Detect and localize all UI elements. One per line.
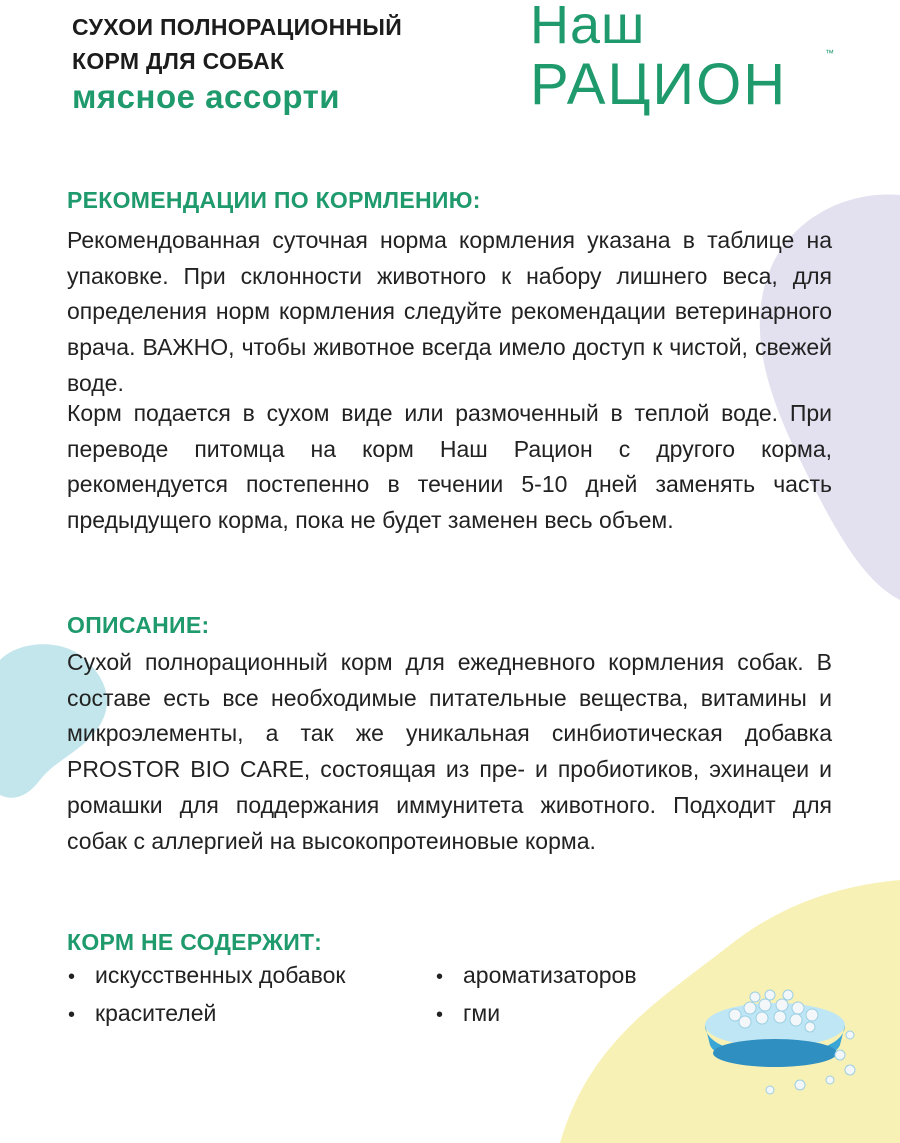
logo-word-bottom: РАЦИОН <box>530 52 788 117</box>
brand-logo <box>530 0 850 125</box>
list-item: • ароматизаторов <box>436 962 637 988</box>
list-item: • красителей <box>68 1000 217 1026</box>
list-item: • искусственных добавок <box>68 962 346 988</box>
feeding-paragraph-1: Рекомендованная суточная норма кормления указана в таблице на упаковке. При склонности животного к набору лишнего веса, для определения норм кормления следуйте рекомендации ветеринарного врача. ВАЖНО, чтобы животное всегда имело доступ к чистой, свежей воде. <box>67 227 832 396</box>
product-type-line1: СУХОИ ПОЛНОРАЦИОННЫЙ <box>72 14 403 40</box>
feeding-paragraph-2: Корм подается в сухом виде или размоченный в теплой воде. При переводе питомца на корм Наш Рацион с другого корма, рекомендуется постепенно в течении 5-10 дней заменять часть предыдущего корма, пока не будет заменен весь объем. <box>67 400 832 534</box>
free-from-section-title: КОРМ НЕ СОДЕРЖИТ: <box>67 929 323 955</box>
product-flavor: мясное ассорти <box>72 78 341 115</box>
bullet-icon: • <box>436 966 444 988</box>
trademark-mark: ™ <box>825 48 834 58</box>
bullet-icon: • <box>436 1004 444 1026</box>
description-section-title: ОПИСАНИЕ: <box>67 612 210 638</box>
product-type-line2: КОРМ ДЛЯ СОБАК <box>72 48 285 74</box>
list-item: • гми <box>436 1000 501 1026</box>
description-paragraph: Сухой полнорационный корм для ежедневного кормления собак. В составе есть все необходимые питательные вещества, витамины и микроэлементы, а так же уникальная синбиотическая добавка PROSTOR BIO CARE, состоящая из пре- и пробиотиков, эхинацеи и ромашки для поддержания иммунитета животного. Подходит для собак с аллергией на высокопротеиновые корма. <box>67 649 832 854</box>
logo-word-top: Наш <box>530 0 646 55</box>
bullet-icon: • <box>68 966 76 988</box>
feeding-section-title: РЕКОМЕНДАЦИИ ПО КОРМЛЕНИЮ: <box>67 187 481 213</box>
bullet-icon: • <box>68 1004 76 1026</box>
